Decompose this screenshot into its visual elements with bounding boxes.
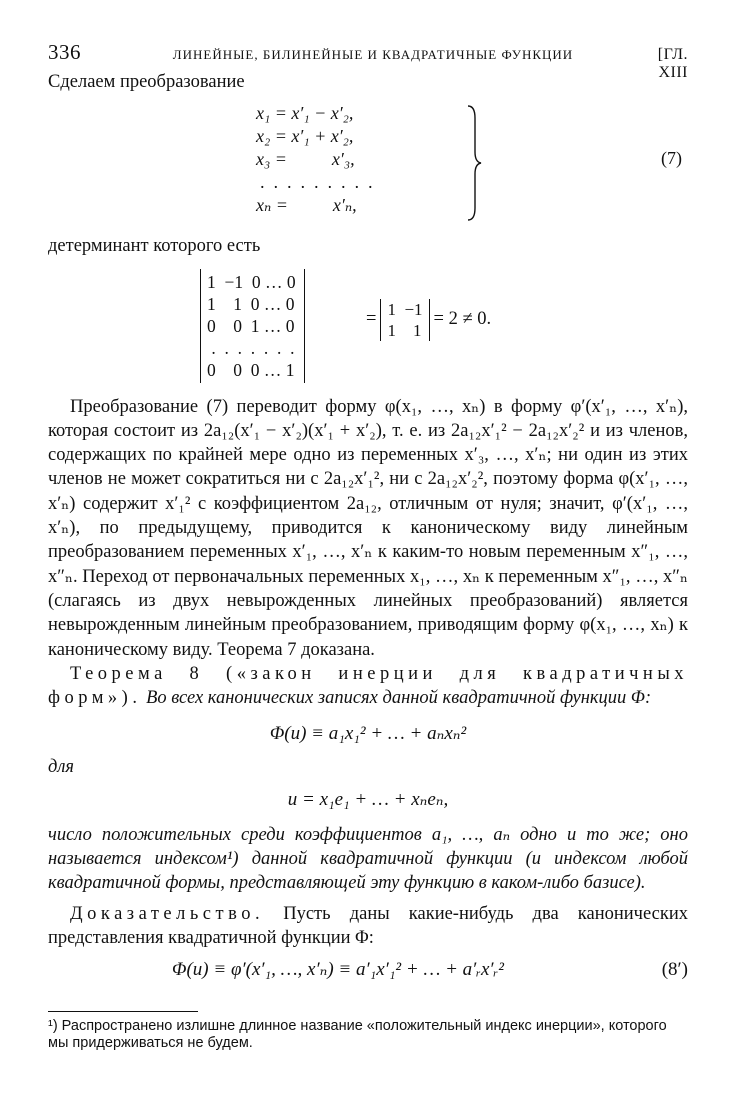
- matrix-row: . . . . . . .: [207, 337, 295, 358]
- matrix-row: 1 1 0 … 0: [207, 293, 295, 314]
- system-row: . . . . . . . . .: [256, 172, 373, 193]
- book-page: [48, 40, 688, 1052]
- equation-label: (7): [661, 148, 682, 169]
- transformation-system: [48, 102, 688, 234]
- theorem8-statement: [48, 662, 688, 711]
- formula-vector: u = x₁e₁ + … + xₙeₙ,: [287, 788, 449, 810]
- proof-paragraph: [48, 902, 688, 951]
- equation-label: (8′): [661, 958, 688, 980]
- footnote: ¹) Распространено излишне длинное название «положительный индекс инерции», которого мы придерживаться не будем.: [48, 1018, 667, 1052]
- small-row: 1 −1: [387, 299, 423, 319]
- system-row: x₁ = x′₁ − x′₂,: [256, 103, 354, 124]
- determinant-value: = 1 −1 1 1 = 2 ≠ 0.: [366, 299, 492, 340]
- paragraph-proof-theorem7: Преобразование (7) переводит форму φ(x₁, …, xₙ) в форму φ′(x′₁, …, x′ₙ), которая состоит из 2a₁₂(x′₁ − x′₂)(x′₁ + x′₂), т. е. из 2a₁₂x′₁² − 2a₁₂x′₂² и из членов, содержащих по крайней мере одно из переменных x′₃, …, x′ₙ; ни один из этих членов не может сократиться ни с 2a₁₂x′₁², ни с 2a₁₂x′₂², поэтому форма φ(x′₁, …, x′ₙ) содержит x′₁² с коэффициентом 2a₁₂, отличным от нуля; значит, φ′(x′₁, …, x′ₙ), по предыдущему, приводится к каноническому виду линейным преобразованием переменных x′₁, …, x′ₙ к каким-то новым переменным x″₁, …, x″ₙ. Переход от первоначальных переменных x₁, …, xₙ к переменным x″₁, …, x″ₙ (слагаясь из двух невырожденных линейных преобразований) является невырожденным линейным преобразованием, приводящим форму φ(x₁, …, xₙ) к каноническому виду. Теорема 7 доказана.: [48, 396, 688, 660]
- small-determinant: [380, 299, 429, 341]
- system-row: x₂ = x′₁ + x′₂,: [256, 126, 354, 147]
- theorem8-heading: Теорема 8 («закон инерции для квадратичных форм»).: [48, 663, 688, 709]
- determinant-result: = 2 ≠ 0.: [433, 309, 492, 330]
- system-rows: [256, 102, 373, 217]
- proof-heading: Доказательство.: [70, 903, 265, 924]
- matrix-row: 0 0 0 … 1: [207, 359, 295, 380]
- word-for: для: [48, 757, 75, 778]
- determinant-matrix: [200, 269, 305, 383]
- footnote-divider: [48, 1011, 198, 1012]
- chapter-label: [ГЛ. XIII: [657, 46, 688, 81]
- intro-line: Сделаем преобразование: [48, 72, 245, 92]
- system-row: x₃ = x′₃,: [256, 149, 355, 170]
- determinant-block: [48, 269, 688, 381]
- det-intro: детерминант которого есть: [48, 236, 261, 257]
- formula-canonical: Φ(u) ≡ a₁x₁² + … + aₙxₙ²: [269, 723, 467, 745]
- formula-8prime: [48, 958, 688, 981]
- right-brace-icon: [466, 104, 482, 222]
- system-row: xₙ = x′ₙ,: [256, 195, 357, 216]
- formula-text: Φ(u) ≡ φ′(x′₁, …, x′ₙ) ≡ a′₁x′₁² + … + a′ᵣx′ᵣ²: [172, 959, 504, 981]
- page-header: [48, 40, 688, 81]
- running-title: ЛИНЕЙНЫЕ, БИЛИНЕЙНЫЕ И КВАДРАТИЧНЫЕ ФУНКЦИИ: [172, 47, 574, 62]
- theorem8-text: Во всех канонических записях данной квадратичной функции Φ:: [146, 688, 652, 709]
- matrix-row: 1 −1 0 … 0: [207, 271, 296, 292]
- matrix-row: 0 0 1 … 0: [207, 315, 295, 336]
- theorem8-conclusion: число положительных среди коэффициентов a₁, …, aₙ одно и то же; оно называется индексом¹) данной квадратичной функции (и индексом любой квадратичной формы, представляющей эту функцию в каком-либо базисе).: [48, 824, 688, 894]
- page-number: 336: [48, 40, 81, 64]
- proof-text: Пусть даны какие-нибудь два канонических представления квадратичной функции Φ:: [48, 903, 688, 948]
- small-row: 1 1: [387, 320, 422, 340]
